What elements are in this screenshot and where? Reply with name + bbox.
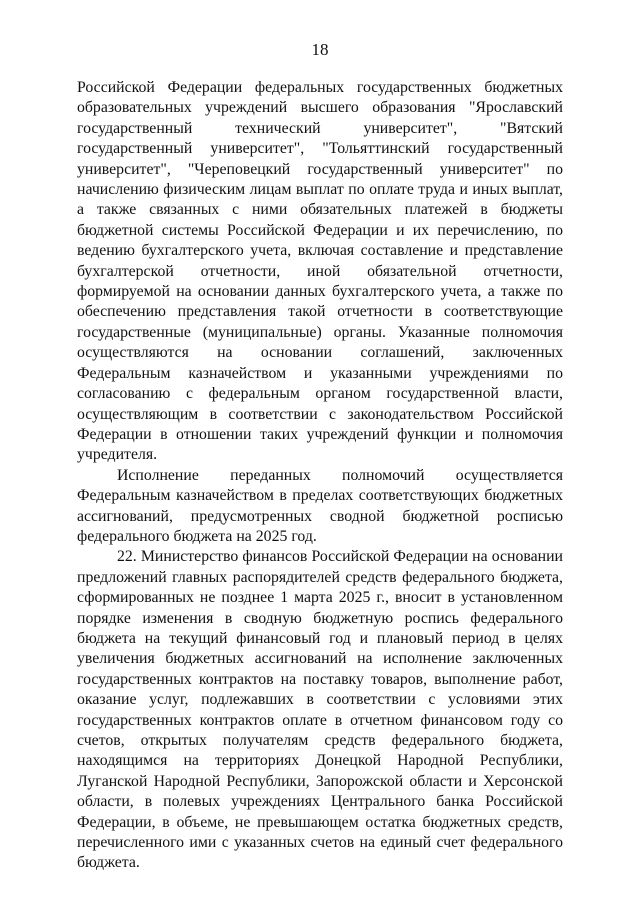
document-body xyxy=(77,78,563,874)
paragraph-item-22: 22. Министерство финансов Российской Федерации на основании предложений главных распорядителей средств федерального бюджета, сформированных не позднее 1 марта 2025 г., вносит в установленном порядке изменения в сводную бюджетную роспись федерального бюджета на текущий финансовый год и плановый период в целях увеличения бюджетных ассигнований на исполнение заключенных государственных контрактов на поставку товаров, выполнение работ, оказание услуг, подлежавших в соответствии с условиями этих государственных контрактов оплате в отчетном финансовом году со счетов, открытых получателям средств федерального бюджета, находящимся на территориях Донецкой Народной Республики, Луганской Народной Республики, Запорожской области и Херсонской области, в полевых учреждениях Центрального банка Российской Федерации, в объеме, не превышающем остатка бюджетных средств, перечисленного ими с указанных счетов на единый счет федерального бюджета. xyxy=(77,548,563,872)
paragraph-execution-of-powers: Исполнение переданных полномочий осуществляется Федеральным казначейством в пределах соответствующих бюджетных ассигнований, предусмотренных сводной бюджетной росписью федерального бюджета на 2025 год. xyxy=(77,466,563,545)
page-number: 18 xyxy=(311,40,329,59)
paragraph-continuation: Российской Федерации федеральных государственных бюджетных образовательных учреждений высшего образования "Ярославский государственный технический университет", "Вятский государственный университет", "Тольяттинский государственный университет", "Череповецкий государственный университет" по начислению физическим лицам выплат по оплате труда и иных выплат, а также связанных с ними обязательных платежей в бюджеты бюджетной системы Российской Федерации и их перечислению, по ведению бухгалтерского учета, включая составление и представление бухгалтерской отчетности, иной обязательной отчетности, формируемой на основании данных бухгалтерского учета, а также по обеспечению представления такой отчетности в соответствующие государственные (муниципальные) органы. Указанные полномочия осуществляются на основании соглашений, заключенных Федеральным казначейством и указанными учреждениями по согласованию с федеральным органом государственной власти, осуществляющим в соответствии с законодательством Российской Федерации в отношении таких учреждений функции и полномочия учредителя. xyxy=(77,79,563,464)
